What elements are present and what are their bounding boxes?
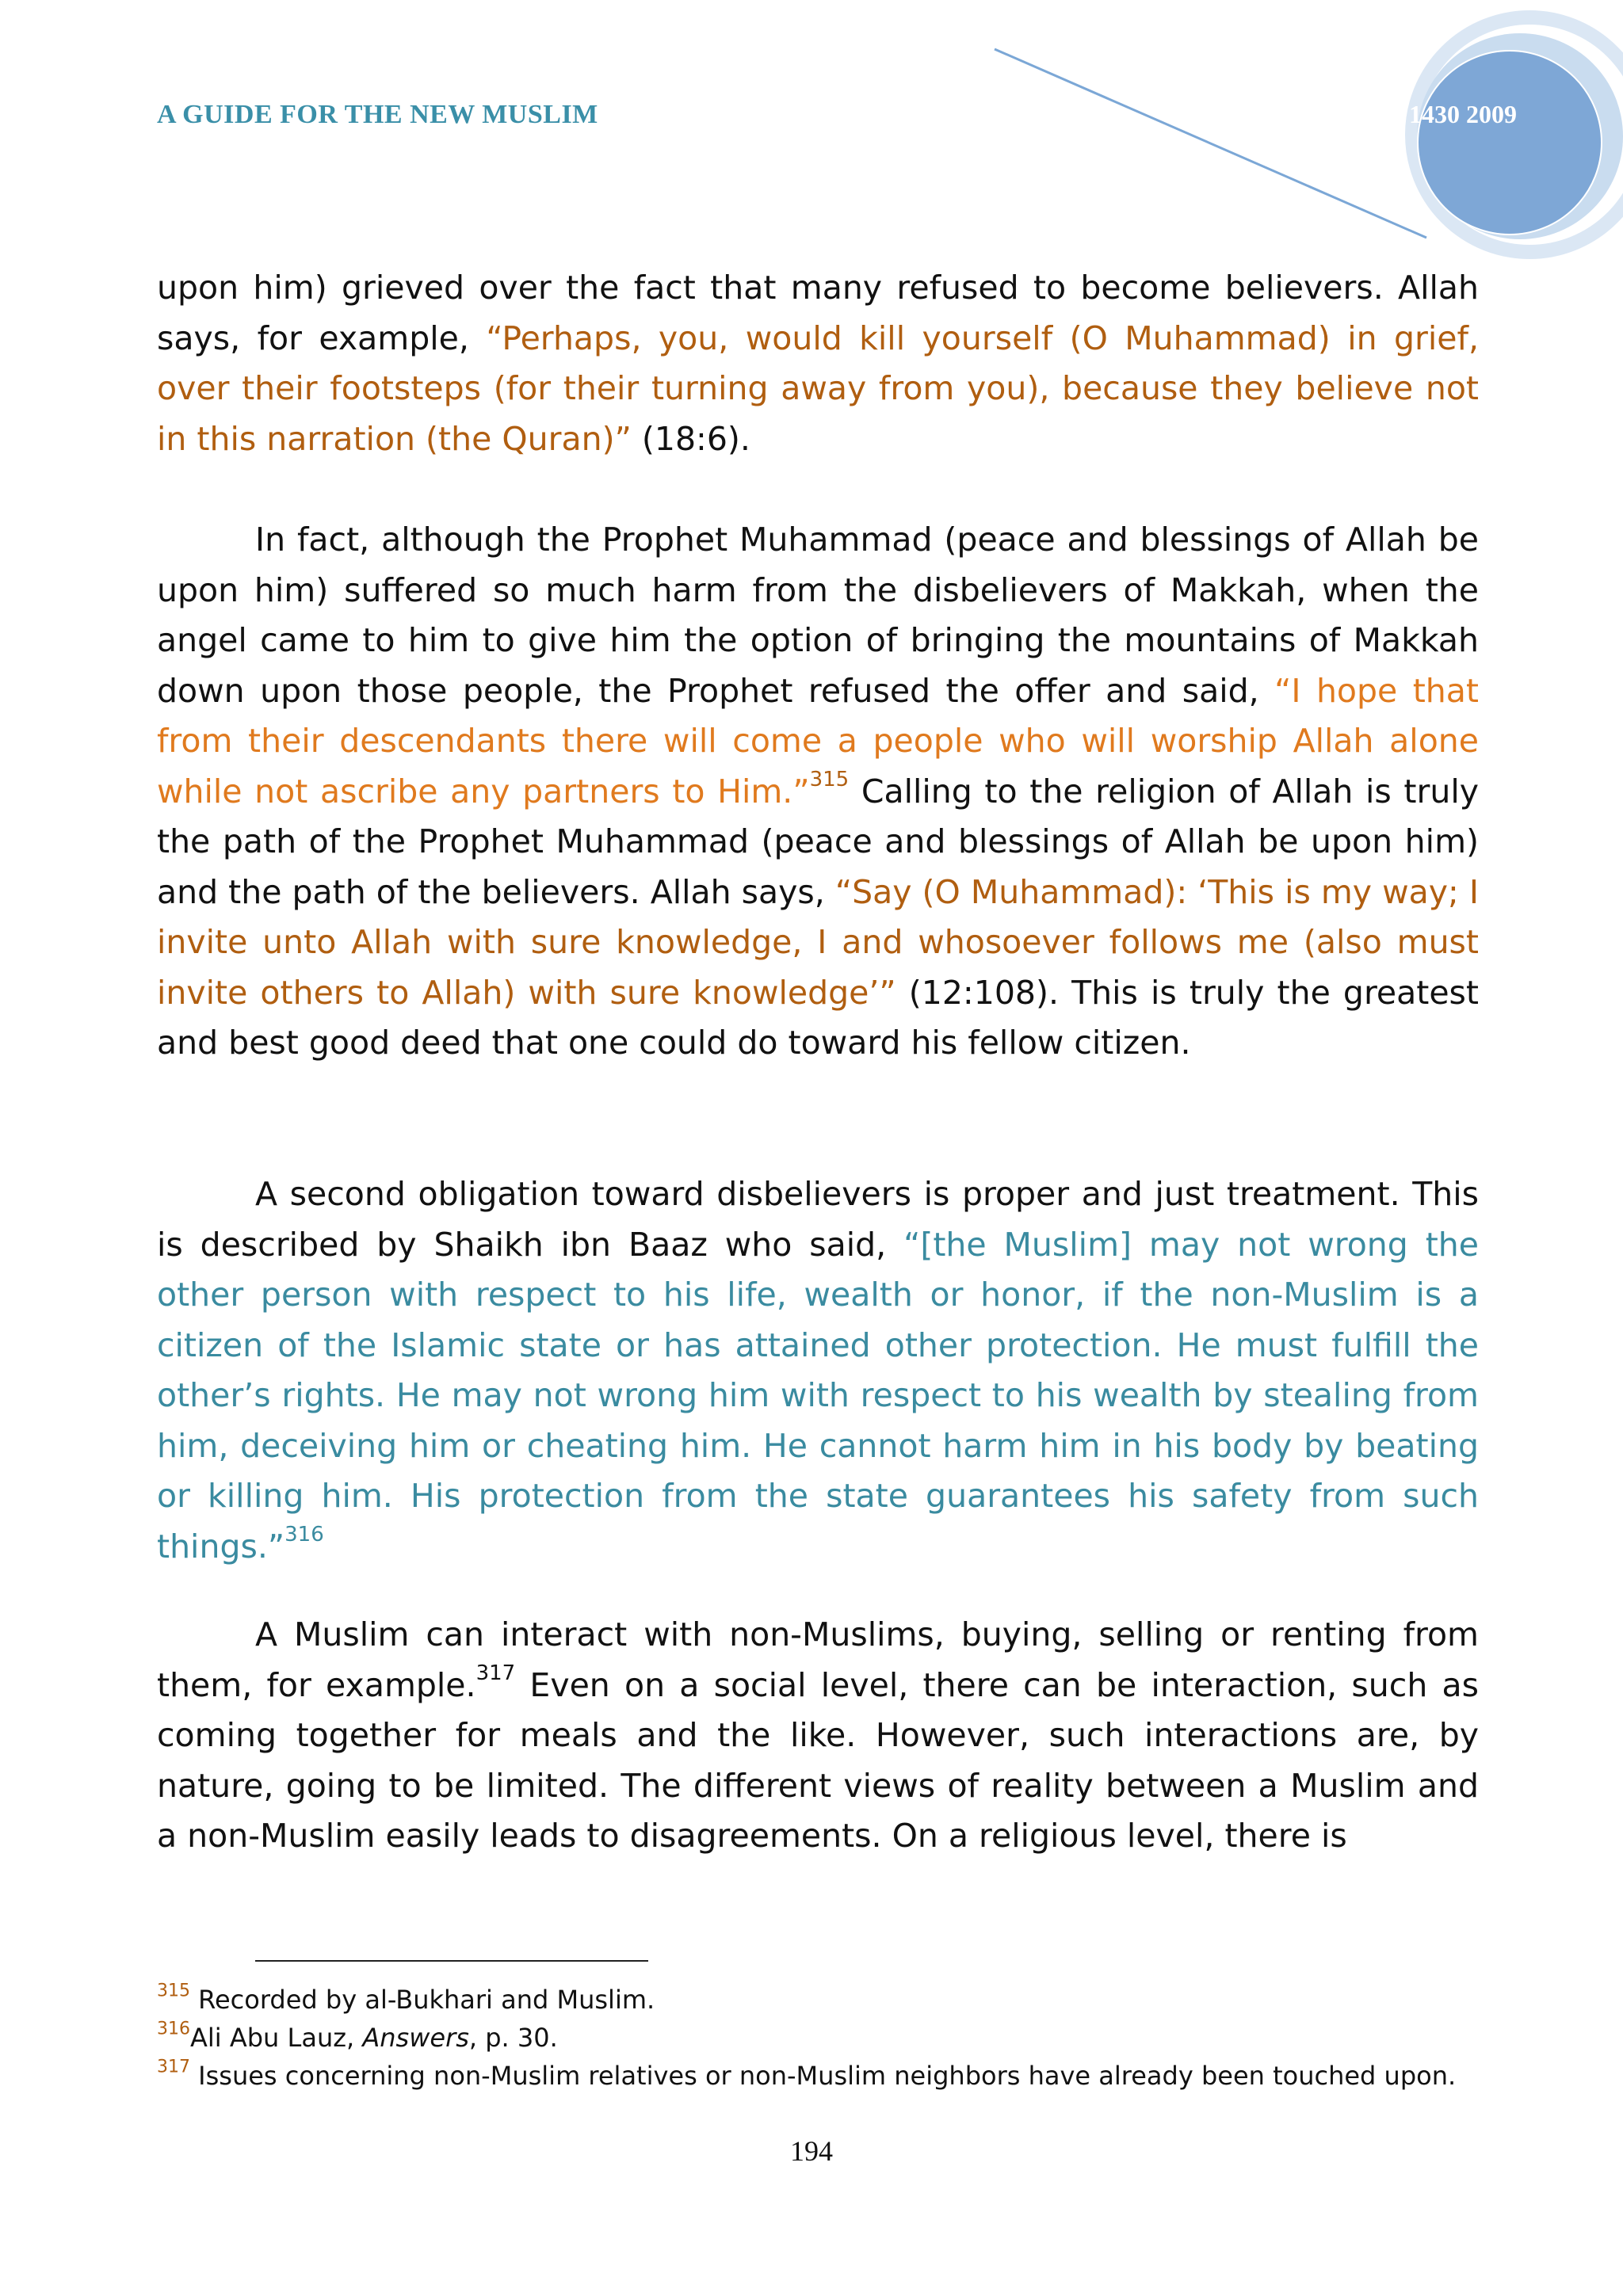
paragraph-2 — [157, 515, 1479, 1069]
paragraph-4-text: A Muslim can interact with non-Muslims, buying, selling or renting from them, for example. — [157, 1615, 1479, 1704]
footnote-315 — [157, 1981, 1479, 2019]
footnote-divider — [255, 1960, 648, 1962]
paragraph-3 — [157, 1169, 1479, 1572]
paragraph-1-text: upon him) grieved over the fact that many refused to become believers. Allah says, for example, — [157, 269, 1479, 357]
paragraph-4-end: Even on a social level, there can be interaction, such as coming together for meals and the like. However, such interactions are, by nature, going to be limited. The different views of reality between a Muslim and a non-Muslim easily leads to disagreements. On a religious level, there is — [157, 1665, 1479, 1855]
header-decoration — [0, 0, 1623, 285]
paragraph-2-text: In fact, although the Prophet Muhammad (peace and blessings of Allah be upon him) suffered so much harm from the disbelievers of Makkah, when the angel came to him to give him the option of bringing the mountains of Makkah down upon those people, the Prophet refused the offer and said, — [157, 521, 1479, 710]
footnote-text-end: , p. 30. — [468, 2023, 558, 2053]
paragraph-3-text: A second obligation toward disbelievers is proper and just treatment. This is described by Shaikh ibn Baaz who said, — [157, 1175, 1479, 1264]
quran-quote-18-6: “Perhaps, you, would kill yourself (O Muhammad) in grief, over their footsteps (for their turning away from you), because they believe not in this narration (the Quran)” — [157, 318, 1479, 458]
paragraph-1-citation: (18:6). — [631, 419, 750, 458]
footnote-number: 315 — [157, 1981, 190, 2001]
footnote-book-title: Answers — [362, 2023, 469, 2053]
ibn-baaz-quote: “[the Muslim] may not wrong the other person with respect to his life, wealth or honor, if the non-Muslim is a citizen of the Islamic state or has attained other protection. He must fulfill the other’s rights. He may not wrong him with respect to his wealth by stealing from him, deceiving him or cheating him. He cannot harm him in his body by beating or killing him. His protection from the state guarantees his safety from such things.” — [157, 1225, 1479, 1566]
quran-quote-12-108: “Say (O Muhammad): ‘This is my way; I invite unto Allah with sure knowledge, I and whosoever follows me (also must invite others to Allah) with sure knowledge’” — [157, 872, 1479, 1012]
paragraph-2-end: (12:108). This is truly the greatest and best good deed that one could do toward his fellow citizen. — [157, 973, 1479, 1062]
paragraph-4 — [157, 1610, 1479, 1862]
footnote-number: 316 — [157, 2019, 190, 2039]
running-header-title: A GUIDE FOR THE NEW MUSLIM — [157, 100, 598, 129]
footnote-number: 317 — [157, 2057, 190, 2077]
hadith-quote: “I hope that from their descendants there will come a people who will worship Allah alone while not ascribe any partners to Him.” — [157, 671, 1479, 810]
page-number: 194 — [790, 2135, 833, 2167]
footnote-316 — [157, 2019, 1479, 2057]
running-header-year: 1430 2009 — [1409, 100, 1517, 128]
footnote-ref-315[interactable]: 315 — [809, 767, 850, 791]
footnote-text: Recorded by al-Bukhari and Muslim. — [198, 1985, 655, 2015]
footnote-text: Ali Abu Lauz, — [190, 2023, 363, 2053]
paragraph-2-middle: Calling to the religion of Allah is truly the path of the Prophet Muhammad (peace and blessings of Allah be upon him) and the path of the believers. Allah says, — [157, 772, 1479, 911]
paragraph-1 — [157, 263, 1479, 464]
footnote-text: Issues concerning non-Muslim relatives or non-Muslim neighbors have already been touched upon. — [198, 2061, 1457, 2091]
footnote-ref-316[interactable]: 316 — [285, 1522, 324, 1547]
footnote-ref-317[interactable]: 317 — [475, 1661, 516, 1685]
footnotes — [157, 1981, 1479, 2095]
footnote-317 — [157, 2057, 1479, 2095]
